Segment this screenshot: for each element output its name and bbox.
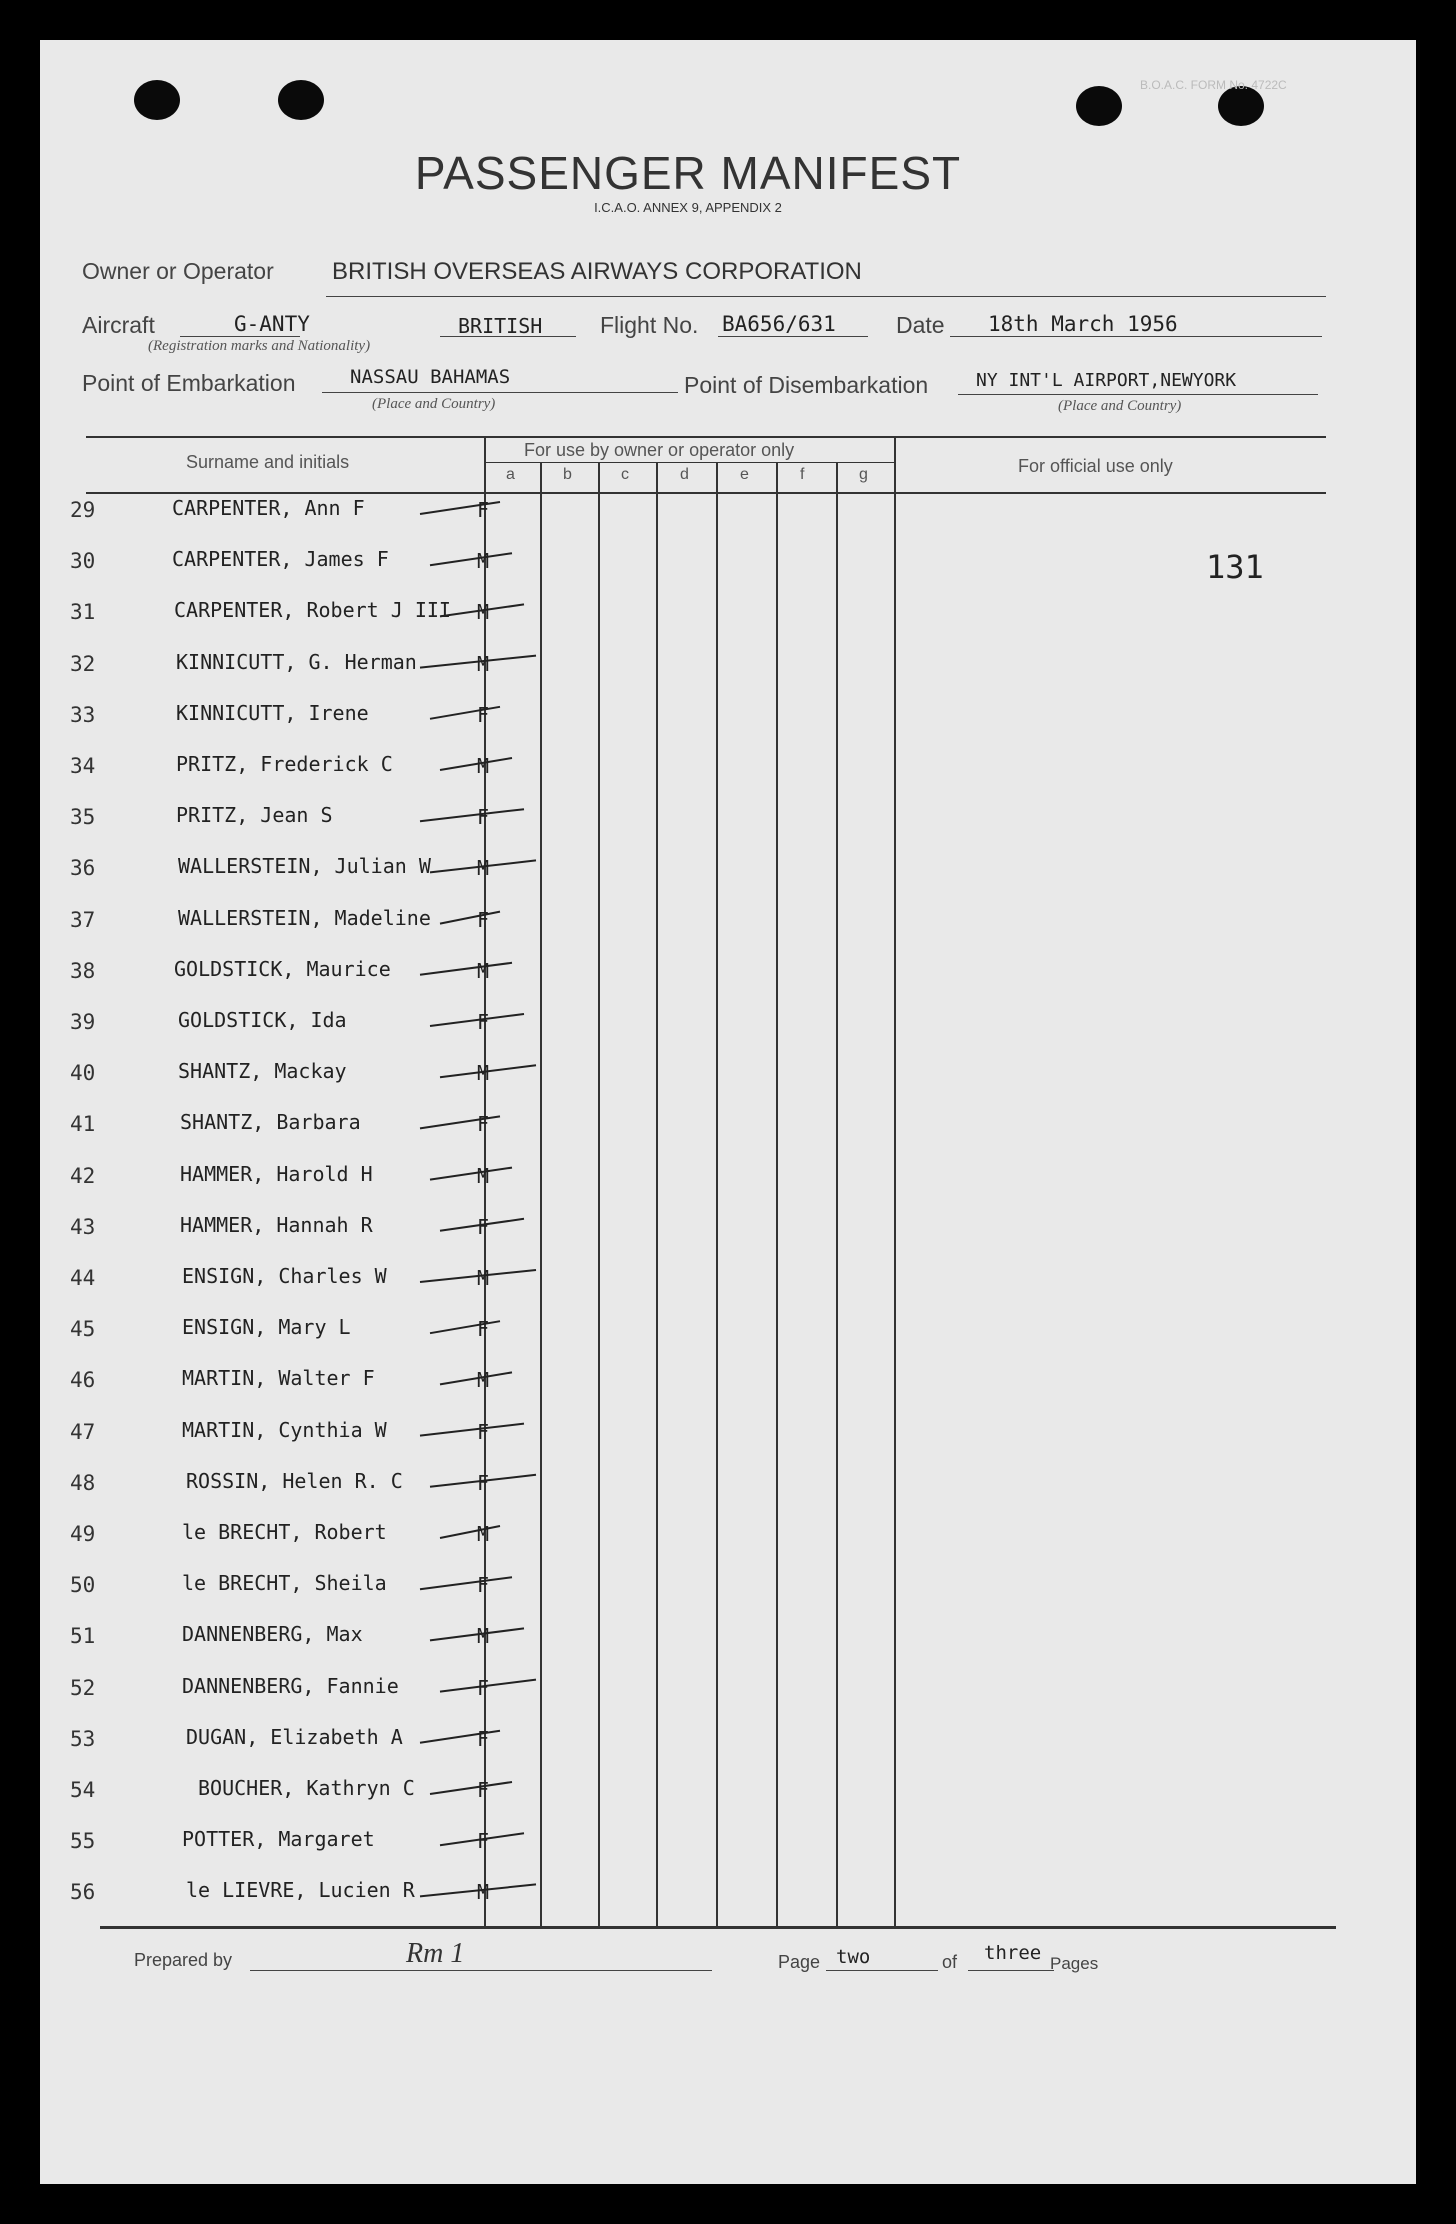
passenger-name: KINNICUTT, G. Herman [176, 649, 417, 674]
passenger-sex: M [476, 1061, 490, 1086]
check-stroke [430, 1782, 512, 1794]
passenger-name: le LIEVRE, Lucien R [186, 1878, 415, 1903]
passenger-name: DANNENBERG, Max [182, 1622, 363, 1647]
row-number: 45 [70, 1317, 96, 1342]
passenger-sex: F [476, 1214, 490, 1239]
page-label: Page [778, 1952, 821, 1972]
row-number: 31 [70, 600, 96, 625]
passenger-sex: M [476, 754, 490, 778]
check-stroke [440, 1526, 500, 1538]
check-stroke [430, 1168, 512, 1180]
operator-col-g: g [859, 466, 868, 483]
passenger-name: GOLDSTICK, Ida [178, 1008, 347, 1032]
check-stroke [420, 963, 512, 975]
passenger-sex: F [476, 1419, 490, 1444]
flight-number: BA656/631 [722, 312, 836, 336]
check-stroke [430, 1475, 536, 1487]
operator-col-b: b [563, 466, 572, 483]
row-number: 46 [70, 1368, 96, 1393]
passenger-name: ENSIGN, Charles W [182, 1264, 387, 1288]
check-stroke [440, 1065, 536, 1077]
row-number: 29 [70, 498, 96, 522]
pages-label: Pages [1050, 1954, 1099, 1973]
row-number: 52 [70, 1675, 96, 1700]
passenger-name: le BRECHT, Sheila [182, 1571, 387, 1596]
check-stroke [430, 707, 500, 719]
passenger-name: DANNENBERG, Fannie [182, 1673, 399, 1698]
of-label: of [942, 1952, 958, 1972]
passenger-name: HAMMER, Hannah R [180, 1212, 373, 1237]
passenger-sex: F [476, 1112, 490, 1137]
date-value: 18th March 1956 [988, 312, 1178, 336]
passenger-name: MARTIN, Walter F [182, 1366, 375, 1391]
row-number: 36 [70, 856, 96, 881]
aircraft-registration: G-ANTY [234, 312, 310, 336]
operator-label: Owner or Operator [82, 258, 274, 284]
operator-header: For use by owner or operator only [524, 440, 795, 460]
row-number: 38 [70, 958, 96, 983]
check-stroke [440, 912, 500, 924]
embarkation-value: NASSAU BAHAMAS [350, 366, 511, 388]
check-stroke [440, 1372, 512, 1384]
disembarkation-note: (Place and Country) [1058, 398, 1182, 414]
check-stroke [420, 1731, 500, 1743]
row-number: 51 [70, 1624, 96, 1649]
form-number: B.O.A.C. FORM No. 4722C [1140, 78, 1287, 92]
prepared-label: Prepared by [134, 1950, 233, 1970]
page-subtitle: I.C.A.O. ANNEX 9, APPENDIX 2 [594, 200, 782, 215]
row-number: 30 [70, 549, 96, 574]
check-stroke [420, 1577, 512, 1589]
aircraft-nationality: BRITISH [458, 314, 543, 338]
page-title: PASSENGER MANIFEST [414, 147, 962, 199]
check-stroke [440, 1680, 536, 1692]
row-number: 47 [70, 1419, 96, 1444]
check-stroke [430, 1014, 524, 1026]
row-number: 55 [70, 1829, 96, 1854]
passenger-name: POTTER, Margaret [182, 1827, 375, 1852]
row-number: 48 [70, 1470, 96, 1495]
row-number: 34 [70, 754, 96, 778]
passenger-sex: M [476, 1522, 490, 1546]
passenger-name: HAMMER, Harold H [180, 1161, 373, 1186]
passenger-sex: F [476, 1675, 490, 1700]
passenger-sex: F [476, 907, 490, 932]
surname-header: Surname and initials [186, 452, 350, 472]
passenger-name: ROSSIN, Helen R. C [186, 1468, 403, 1493]
disembarkation-label: Point of Disembarkation [684, 372, 929, 398]
passenger-sex: M [476, 1368, 490, 1393]
passenger-sex: F [476, 1778, 490, 1802]
row-number: 32 [70, 651, 96, 676]
operator-col-f: f [800, 466, 805, 483]
disembarkation-value: NY INT'L AIRPORT,NEWYORK [976, 370, 1237, 391]
passenger-name: GOLDSTICK, Maurice [174, 956, 391, 981]
operator-col-d: d [680, 466, 689, 483]
check-stroke [430, 860, 536, 872]
passenger-name: WALLERSTEIN, Madeline [178, 905, 431, 930]
check-stroke [430, 1321, 500, 1333]
embarkation-label: Point of Embarkation [82, 370, 296, 396]
check-stroke [420, 1116, 500, 1128]
check-stroke [440, 758, 512, 770]
passenger-name: SHANTZ, Mackay [178, 1059, 347, 1084]
row-number: 44 [70, 1266, 96, 1290]
passenger-name: ENSIGN, Mary L [182, 1315, 351, 1340]
passenger-name: CARPENTER, Robert J III [174, 598, 451, 623]
embarkation-note: (Place and Country) [372, 396, 496, 412]
passenger-name: CARPENTER, Ann F [172, 496, 365, 520]
check-stroke [420, 1884, 536, 1896]
passenger-name: MARTIN, Cynthia W [182, 1417, 387, 1442]
row-number: 35 [70, 805, 96, 830]
passenger-sex: M [476, 1624, 490, 1649]
passenger-sex: M [476, 856, 490, 881]
check-stroke [440, 604, 524, 616]
page-total: three [984, 1942, 1042, 1964]
passenger-sex: F [476, 1829, 490, 1854]
passenger-name: KINNICUTT, Irene [176, 700, 369, 725]
row-number: 49 [70, 1522, 96, 1546]
check-stroke [440, 1833, 524, 1845]
passenger-name: BOUCHER, Kathryn C [198, 1776, 415, 1800]
passenger-name: DUGAN, Elizabeth A [186, 1724, 403, 1749]
passenger-name: CARPENTER, James F [172, 547, 389, 572]
passenger-sex: F [476, 1573, 490, 1598]
row-number: 50 [70, 1573, 96, 1598]
row-number: 33 [70, 702, 96, 727]
passenger-sex: F [476, 702, 490, 727]
aircraft-note: (Registration marks and Nationality) [148, 338, 371, 354]
check-stroke [430, 553, 512, 565]
passenger-name: le BRECHT, Robert [182, 1520, 387, 1544]
passenger-sex: M [476, 549, 490, 574]
passenger-name: PRITZ, Frederick C [176, 752, 393, 776]
passenger-sex: M [476, 958, 490, 983]
passenger-sex: F [476, 1010, 490, 1034]
row-number: 39 [70, 1010, 96, 1034]
row-number: 40 [70, 1061, 96, 1086]
passenger-sex: F [476, 1317, 490, 1342]
row-number: 42 [70, 1163, 96, 1188]
row-number: 56 [70, 1880, 96, 1905]
aircraft-label: Aircraft [82, 312, 155, 338]
date-label: Date [896, 312, 945, 338]
operator-col-c: c [621, 466, 629, 483]
row-number: 43 [70, 1214, 96, 1239]
check-stroke [420, 809, 524, 821]
passenger-sex: M [476, 1880, 490, 1905]
row-number: 41 [70, 1112, 96, 1137]
passenger-sex: M [476, 651, 490, 676]
passenger-sex: M [476, 600, 490, 625]
check-stroke [420, 502, 500, 514]
passenger-sex: M [476, 1266, 490, 1290]
check-stroke [420, 1270, 536, 1282]
flight-label: Flight No. [600, 312, 699, 338]
passenger-name: SHANTZ, Barbara [180, 1110, 361, 1135]
passenger-name: PRITZ, Jean S [176, 803, 333, 828]
passenger-sex: F [476, 1726, 490, 1751]
operator-value: BRITISH OVERSEAS AIRWAYS CORPORATION [332, 258, 862, 285]
passenger-sex: F [476, 498, 490, 522]
prepared-signature: Rm 1 [406, 1938, 465, 1969]
operator-col-e: e [740, 466, 749, 483]
passenger-sex: F [476, 805, 490, 830]
passenger-name: WALLERSTEIN, Julian W [178, 854, 431, 879]
row-number: 53 [70, 1726, 96, 1751]
official-header: For official use only [1018, 456, 1173, 476]
check-stroke [430, 1628, 524, 1640]
official-count: 131 [1206, 548, 1264, 586]
row-number: 37 [70, 907, 96, 932]
passenger-sex: F [476, 1470, 490, 1495]
check-stroke [420, 1424, 524, 1436]
check-stroke [440, 1219, 524, 1231]
row-number: 54 [70, 1778, 96, 1802]
check-stroke [420, 656, 536, 668]
passenger-sex: M [476, 1163, 490, 1188]
operator-col-a: a [506, 466, 515, 483]
page-number: two [836, 1946, 871, 1968]
